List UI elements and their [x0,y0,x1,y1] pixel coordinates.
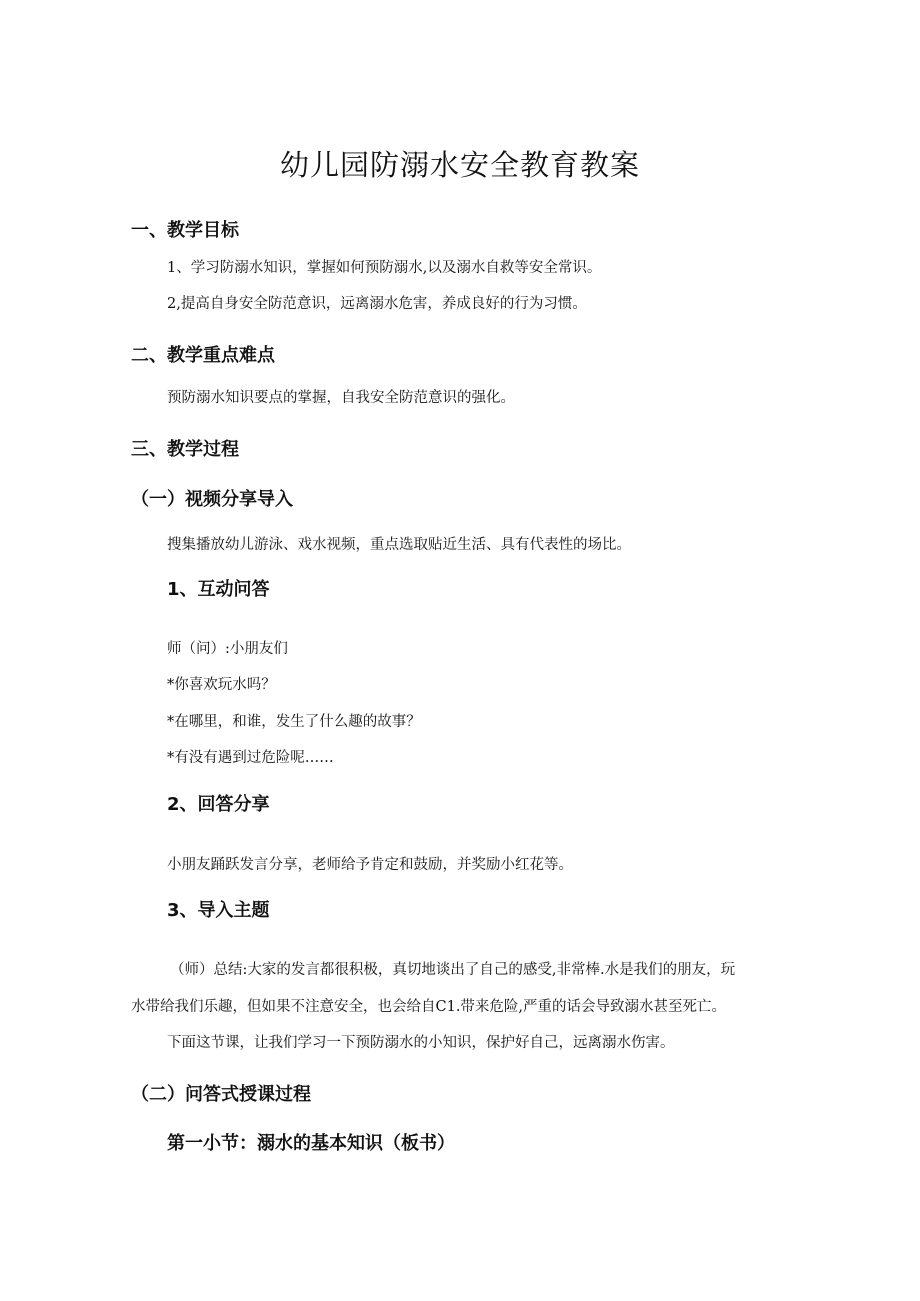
section-heading-process: 三、教学过程 [131,439,239,460]
lesson-section-title: 第一小节：溺水的基本知识（板书） [167,1133,455,1154]
qa-line: *你喜欢玩水吗？ [167,677,276,693]
goal-item: 1、学习防溺水知识，掌握如何预防溺水,以及溺水自救等安全常识。 [167,260,602,276]
heading-interactive-qa: 1、互动问答 [167,579,270,600]
subsection-heading-qa-teaching: （二）问答式授课过程 [131,1084,311,1105]
qa-line: 师（问）:小朋友们 [167,641,288,657]
document-title: 幼儿园防溺水安全教育教案 [279,148,640,182]
topic-paragraph-line: （师）总结:大家的发言都很积极，真切地谈出了自己的感受,非常棒.水是我们的朋友，玩 [170,962,736,978]
heading-answer-sharing: 2、回答分享 [167,794,270,815]
subsection-heading-video: （一）视频分享导入 [131,489,293,510]
section-heading-key-points: 二、教学重点难点 [131,345,275,366]
video-text: 搜集播放幼儿游泳、戏水视频，重点选取贴近生活、具有代表性的场比。 [167,537,631,553]
key-points-text: 预防溺水知识要点的掌握，自我安全防范意识的强化。 [167,390,515,406]
section-heading-goals: 一、教学目标 [131,220,239,241]
answer-sharing-text: 小朋友踊跃发言分享，老师给予肯定和鼓励，并奖励小红花等。 [167,857,573,873]
qa-line: *有没有遇到过危险呢…… [167,750,334,766]
goal-item: 2,提高自身安全防范意识，远离溺水危害，养成良好的行为习惯。 [167,296,587,312]
qa-line: *在哪里，和谁，发生了什么趣的故事？ [167,714,421,730]
topic-paragraph-line: 水带给我们乐趣，但如果不注意安全，也会给自C1.带来危险,严重的话会导致溺水甚至死亡。 [131,999,727,1015]
topic-paragraph-line: 下面这节课，让我们学习一下预防溺水的小知识，保护好自己，远离溺水伤害。 [167,1035,675,1051]
heading-introduce-topic: 3、导入主题 [167,900,270,921]
